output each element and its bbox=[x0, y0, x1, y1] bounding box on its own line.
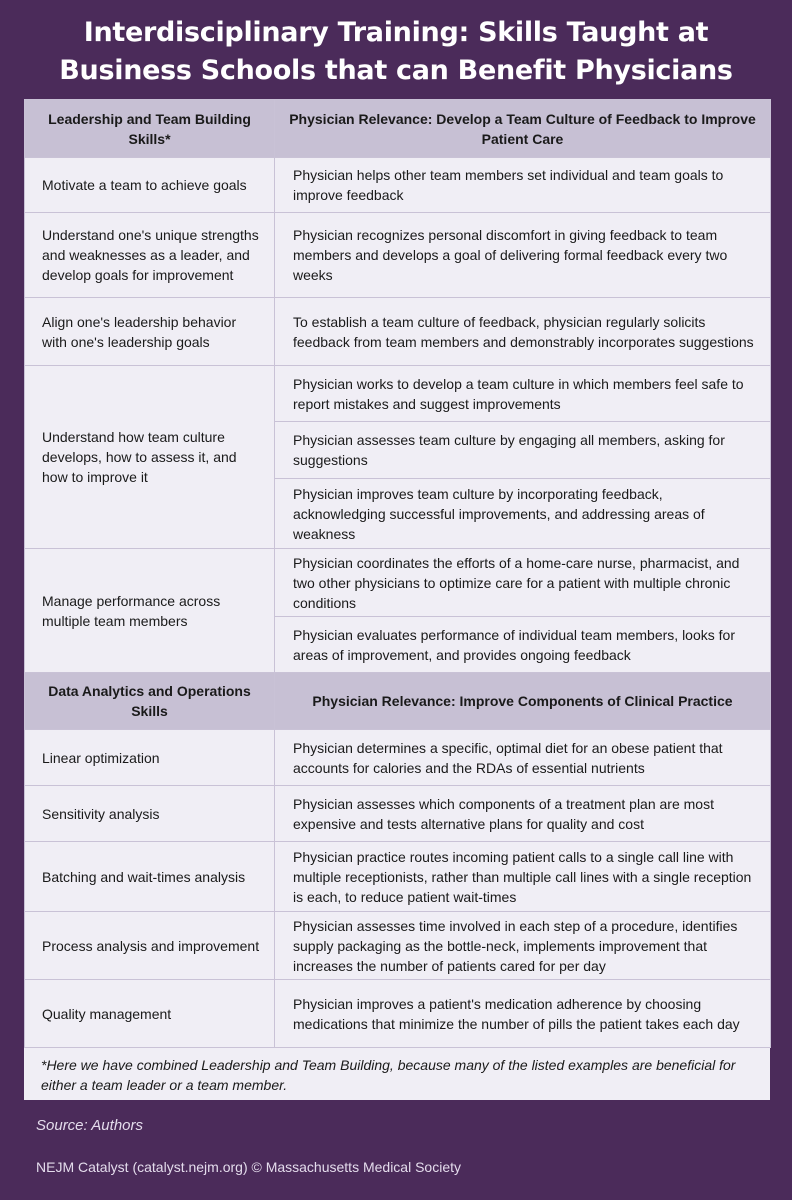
skills-table bbox=[24, 99, 771, 1048]
relevance-cell: Physician improves a patient's medication adherence by choosing medications that minimize the number of pills the patient takes each day bbox=[275, 980, 771, 1048]
table-row bbox=[25, 158, 771, 213]
header-relevance-analytics: Physician Relevance: Improve Components of Clinical Practice bbox=[275, 673, 771, 730]
relevance-cell: Physician helps other team members set individual and team goals to improve feedback bbox=[275, 158, 771, 213]
skill-cell: Manage performance across multiple team members bbox=[25, 549, 275, 673]
table-row bbox=[25, 980, 771, 1048]
relevance-cell: Physician improves team culture by incorporating feedback, acknowledging successful improvements, and addressing areas of weakness bbox=[275, 479, 771, 549]
skill-cell: Quality management bbox=[25, 980, 275, 1048]
title-line-2: Business Schools that can Benefit Physicians bbox=[59, 55, 733, 86]
section-header-leadership bbox=[25, 100, 771, 158]
skill-cell: Batching and wait-times analysis bbox=[25, 842, 275, 912]
table-row bbox=[25, 213, 771, 298]
relevance-cell: To establish a team culture of feedback, physician regularly solicits feedback from team members and demonstrably incorporates suggestions bbox=[275, 298, 771, 366]
table-row bbox=[25, 298, 771, 366]
skill-cell: Process analysis and improvement bbox=[25, 912, 275, 980]
table-row bbox=[25, 842, 771, 912]
title-line-1: Interdisciplinary Training: Skills Taught at bbox=[83, 17, 709, 48]
table-row bbox=[25, 549, 771, 617]
relevance-cell: Physician coordinates the efforts of a home-care nurse, pharmacist, and two other physicians to optimize care for a patient with multiple chronic conditions bbox=[275, 549, 771, 617]
table-row bbox=[25, 912, 771, 980]
relevance-cell: Physician assesses which components of a treatment plan are most expensive and tests alternative plans for quality and cost bbox=[275, 786, 771, 842]
page-title bbox=[0, 14, 792, 90]
skill-cell: Motivate a team to achieve goals bbox=[25, 158, 275, 213]
table-row bbox=[25, 730, 771, 786]
skills-table-panel bbox=[24, 99, 770, 1100]
relevance-cell: Physician works to develop a team culture in which members feel safe to report mistakes and suggest improvements bbox=[275, 366, 771, 422]
header-skill-leadership: Leadership and Team Building Skills* bbox=[25, 100, 275, 158]
header-skill-analytics: Data Analytics and Operations Skills bbox=[25, 673, 275, 730]
skill-cell: Understand one's unique strengths and weaknesses as a leader, and develop goals for improvement bbox=[25, 213, 275, 298]
source-note: Source: Authors bbox=[36, 1117, 143, 1134]
relevance-cell: Physician practice routes incoming patient calls to a single call line with multiple receptionists, rather than multiple call lines with a single reception is each, to reduce patient wait-times bbox=[275, 842, 771, 912]
section-header-analytics bbox=[25, 673, 771, 730]
skill-cell: Understand how team culture develops, how to assess it, and how to improve it bbox=[25, 366, 275, 549]
skill-cell: Linear optimization bbox=[25, 730, 275, 786]
skill-cell: Sensitivity analysis bbox=[25, 786, 275, 842]
credit-line: NEJM Catalyst (catalyst.nejm.org) © Massachusetts Medical Society bbox=[36, 1159, 462, 1175]
relevance-cell: Physician determines a specific, optimal diet for an obese patient that accounts for calories and the RDAs of essential nutrients bbox=[275, 730, 771, 786]
table-row bbox=[25, 366, 771, 422]
header-relevance-leadership: Physician Relevance: Develop a Team Culture of Feedback to Improve Patient Care bbox=[275, 100, 771, 158]
relevance-cell: Physician evaluates performance of individual team members, looks for areas of improvement, and provides ongoing feedback bbox=[275, 617, 771, 673]
footnote: *Here we have combined Leadership and Team Building, because many of the listed examples are beneficial for either a team leader or a team member. bbox=[41, 1057, 736, 1093]
skill-cell: Align one's leadership behavior with one's leadership goals bbox=[25, 298, 275, 366]
table-row bbox=[25, 786, 771, 842]
relevance-cell: Physician assesses team culture by engaging all members, asking for suggestions bbox=[275, 422, 771, 479]
relevance-cell: Physician assesses time involved in each step of a procedure, identifies supply packaging as the bottle-neck, implements improvement that increases the number of patients cared for per day bbox=[275, 912, 771, 980]
relevance-cell: Physician recognizes personal discomfort in giving feedback to team members and develops a goal of delivering formal feedback every two weeks bbox=[275, 213, 771, 298]
